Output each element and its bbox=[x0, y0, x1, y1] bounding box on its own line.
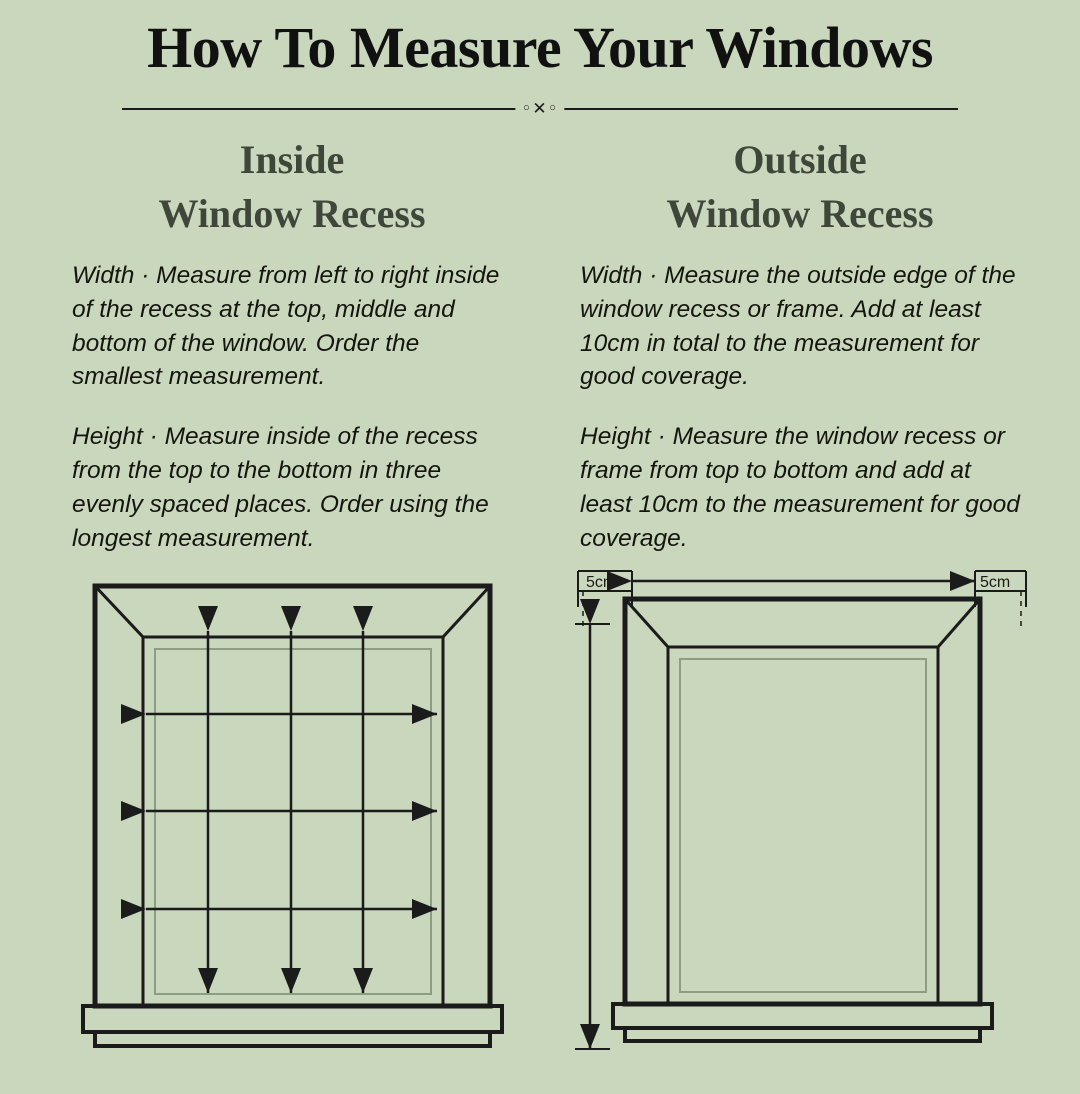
divider-ornament-icon: ◦✕◦ bbox=[515, 99, 564, 119]
column-inside-title-line2: Window Recess bbox=[158, 191, 426, 236]
title-divider bbox=[122, 99, 958, 119]
content-columns bbox=[0, 133, 1080, 581]
poster bbox=[0, 14, 1080, 1094]
column-outside bbox=[540, 133, 1080, 581]
outside-width-text: Width · Measure the outside edge of the window recess or frame. Add at least 10cm in total to the measurement for good coverage. bbox=[580, 262, 1016, 391]
column-inside-title-line1: Inside bbox=[239, 137, 345, 182]
outside-right-margin-label: 5cm bbox=[980, 574, 1011, 591]
column-inside bbox=[0, 133, 540, 581]
inside-height-text: Height · Measure inside of the recess from the top to the bottom in three evenly spaced places. Order using the longest measurement. bbox=[72, 423, 489, 552]
column-inside-title bbox=[72, 133, 512, 241]
inside-recess-window-illustration bbox=[83, 586, 502, 1046]
page-title: How To Measure Your Windows bbox=[147, 15, 933, 80]
column-outside-title-line1: Outside bbox=[733, 137, 867, 182]
outside-recess-window-illustration bbox=[575, 571, 1026, 1049]
column-outside-title-line2: Window Recess bbox=[666, 191, 934, 236]
column-outside-title bbox=[580, 133, 1020, 241]
outside-left-margin-label: 5cm bbox=[586, 574, 617, 591]
inside-width-text: Width · Measure from left to right inside of the recess at the top, middle and bottom of the window. Order the smallest measurement. bbox=[72, 262, 500, 391]
diagrams bbox=[0, 569, 1080, 1094]
outside-height-text: Height · Measure the window recess or frame from top to bottom and add at least 10cm to the measurement for good coverage. bbox=[580, 423, 1020, 552]
